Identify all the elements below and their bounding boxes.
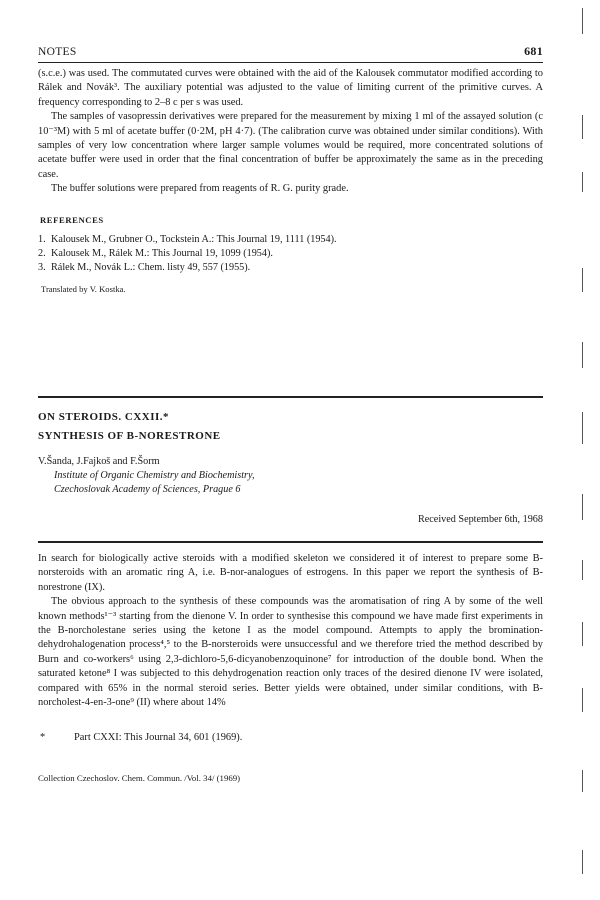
- paragraph: The buffer solutions were prepared from reagents of R. G. purity grade.: [51, 183, 349, 195]
- reference-item: [38, 261, 543, 275]
- reference-number: 2.: [38, 248, 46, 260]
- previous-article-text: [38, 67, 543, 197]
- article-body: [38, 552, 543, 710]
- article-heading: [38, 410, 543, 443]
- margin-line: [582, 688, 583, 712]
- margin-line: [582, 268, 583, 292]
- authors: V.Šanda, J.Fajkoš and F.Šorm: [38, 455, 160, 467]
- running-header: [38, 44, 543, 59]
- margin-line: [582, 8, 583, 34]
- section-title: NOTES: [38, 46, 77, 58]
- margin-line: [582, 770, 583, 792]
- journal-page: [38, 44, 543, 783]
- article-subtitle: SYNTHESIS OF B-NORESTRONE: [38, 429, 221, 442]
- reference-text: Rálek M., Novák L.: Chem. listy 49, 557 (1955).: [51, 262, 251, 274]
- reference-number: 1.: [38, 233, 46, 245]
- margin-line: [582, 342, 583, 368]
- footnote-mark: *: [40, 732, 46, 744]
- header-rule: [38, 62, 543, 63]
- reference-number: 3.: [38, 262, 46, 274]
- footnote-text: Part CXXI: This Journal 34, 601 (1969).: [74, 732, 243, 744]
- journal-footer: Collection Czechoslov. Chem. Commun. /Vol. 34/ (1969): [38, 773, 241, 784]
- margin-line: [582, 850, 583, 874]
- page-number: 681: [524, 44, 543, 58]
- paragraph: (s.c.e.) was used. The commutated curves were obtained with the aid of the Kalousek commutator modified according to Rálek and Novák³. The auxiliary potential was adjusted to the value of limiting current of the primitive curves. A frequency corresponding to 2–8 c per s was used.: [38, 68, 543, 108]
- received-date: Received September 6th, 1968: [417, 513, 543, 525]
- affiliation: Czechoslovak Academy of Sciences, Prague 6: [54, 484, 241, 496]
- affiliation: Institute of Organic Chemistry and Biochemistry,: [54, 469, 255, 481]
- margin-marks: [582, 0, 586, 900]
- margin-line: [582, 560, 583, 580]
- margin-line: [582, 115, 583, 139]
- margin-line: [582, 622, 583, 646]
- margin-line: [582, 172, 583, 192]
- reference-text: Kalousek M., Rálek M.: This Journal 19, 1099 (1954).: [51, 248, 273, 260]
- translator-credit: Translated by V. Kostka.: [41, 283, 126, 294]
- margin-line: [582, 494, 583, 520]
- article-separator-rule: [38, 396, 543, 398]
- reference-text: Kalousek M., Grubner O., Tockstein A.: This Journal 19, 1111 (1954).: [51, 233, 337, 245]
- references-list: [38, 233, 543, 276]
- reference-item: [38, 247, 543, 261]
- paragraph: The obvious approach to the synthesis of these compounds was the aromatisation of ring A by some of the well known methods¹⁻³ starting from the dienone V. In order to synthesise this compound we have made first experiments in the B-norcholestane series using the ketone I as the model compound. Attempts to apply the bromination-dehydrohalogenation process⁴,⁵ to the B-norsteroids were unsuccessful and we therefore tried the method described by Burn and co-workers⁶ using 2,3-dichloro-5,6-dicyanobenzoquinone⁷ for introduction of the double bond. When the saturated ketone⁸ I was subjected to this dehydrogenation reaction only traces of the desired dienone IV were isolated, compared with 65% in the normal steroid series. Better yields were obtained, under similar conditions, with B-norcholest-4-en-3-one⁹ (II) where about 14%: [38, 596, 543, 708]
- abstract-rule: [38, 541, 543, 543]
- article-title: ON STEROIDS. CXXII.*: [38, 410, 170, 423]
- footnote: [38, 732, 543, 743]
- reference-item: [38, 233, 543, 247]
- paragraph: In search for biologically active steroids with a modified skeleton we considered it of interest to prepare some B-norsteroids with an aromatic ring A, i.e. B-nor-analogues of estrogens. In this paper we report the synthesis of B-norestrone (IX).: [38, 552, 543, 593]
- references-heading: REFERENCES: [40, 214, 104, 225]
- paragraph: The samples of vasopressin derivatives were prepared for the measurement by mixing 1 ml of the assayed solution (c 10⁻³M) with 5 ml of acetate buffer (0·2M, pH 4·7). (The calibration curve was obtained under similar conditions). With samples of very low concentration where larger sample volumes would be required, more concentrated solutions of acetate buffer were used in order that the final concentration of buffer be approximately the same as in the preceding case.: [38, 111, 543, 180]
- margin-line: [582, 412, 583, 444]
